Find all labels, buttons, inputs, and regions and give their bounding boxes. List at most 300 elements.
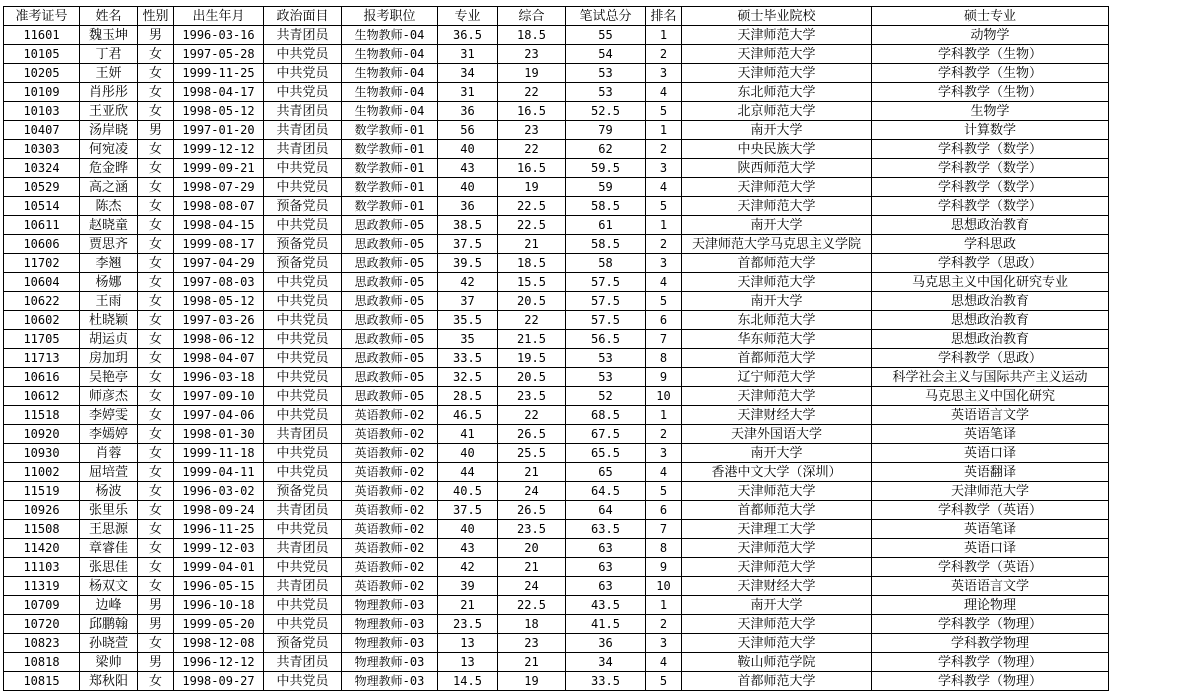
table-row — [4, 482, 1109, 501]
cell-birth-date: 1999-12-12 — [174, 140, 264, 159]
cell-political-status: 共青团员 — [264, 577, 342, 596]
cell-school: 天津师范大学 — [682, 45, 872, 64]
table-row — [4, 349, 1109, 368]
cell-general-score: 21 — [498, 463, 566, 482]
cell-political-status: 中共党员 — [264, 330, 342, 349]
cell-position: 英语教师-02 — [342, 444, 438, 463]
cell-name: 张思佳 — [80, 558, 138, 577]
table-row — [4, 216, 1109, 235]
table-row — [4, 672, 1109, 691]
cell-exam-id: 11002 — [4, 463, 80, 482]
cell-general-score: 16.5 — [498, 102, 566, 121]
cell-birth-date: 1997-08-03 — [174, 273, 264, 292]
cell-birth-date: 1996-03-02 — [174, 482, 264, 501]
cell-rank: 1 — [646, 26, 682, 45]
cell-master-major: 学科教学（思政） — [872, 254, 1109, 273]
cell-gender: 女 — [138, 672, 174, 691]
table-row — [4, 178, 1109, 197]
cell-rank: 1 — [646, 596, 682, 615]
cell-master-major: 英语口译 — [872, 539, 1109, 558]
cell-birth-date: 1996-12-12 — [174, 653, 264, 672]
cell-general-score: 26.5 — [498, 501, 566, 520]
cell-position: 数学教师-01 — [342, 178, 438, 197]
cell-general-score: 23.5 — [498, 520, 566, 539]
cell-total-score: 63 — [566, 577, 646, 596]
cell-name: 杨娜 — [80, 273, 138, 292]
table-row — [4, 539, 1109, 558]
cell-birth-date: 1997-04-29 — [174, 254, 264, 273]
cell-name: 郑秋阳 — [80, 672, 138, 691]
cell-major-score: 38.5 — [438, 216, 498, 235]
cell-total-score: 33.5 — [566, 672, 646, 691]
cell-position: 思政教师-05 — [342, 330, 438, 349]
cell-exam-id: 10930 — [4, 444, 80, 463]
cell-name: 张里乐 — [80, 501, 138, 520]
cell-position: 英语教师-02 — [342, 539, 438, 558]
cell-general-score: 24 — [498, 577, 566, 596]
cell-master-major: 学科教学（数学） — [872, 159, 1109, 178]
cell-position: 英语教师-02 — [342, 520, 438, 539]
cell-master-major: 思想政治教育 — [872, 292, 1109, 311]
cell-name: 肖彤彤 — [80, 83, 138, 102]
cell-major-score: 14.5 — [438, 672, 498, 691]
table-row — [4, 273, 1109, 292]
cell-position: 生物教师-04 — [342, 26, 438, 45]
cell-exam-id: 10205 — [4, 64, 80, 83]
table-row — [4, 653, 1109, 672]
cell-name: 汤岸晓 — [80, 121, 138, 140]
cell-total-score: 54 — [566, 45, 646, 64]
table-row — [4, 140, 1109, 159]
cell-rank: 1 — [646, 406, 682, 425]
cell-exam-id: 11519 — [4, 482, 80, 501]
cell-school: 首都师范大学 — [682, 501, 872, 520]
table-body — [4, 26, 1109, 691]
cell-gender: 女 — [138, 368, 174, 387]
cell-position: 英语教师-02 — [342, 558, 438, 577]
cell-rank: 4 — [646, 273, 682, 292]
cell-rank: 3 — [646, 159, 682, 178]
table-container — [3, 6, 1109, 691]
cell-name: 胡运贞 — [80, 330, 138, 349]
cell-exam-id: 10616 — [4, 368, 80, 387]
cell-position: 生物教师-04 — [342, 102, 438, 121]
cell-position: 英语教师-02 — [342, 406, 438, 425]
cell-rank: 5 — [646, 672, 682, 691]
cell-total-score: 68.5 — [566, 406, 646, 425]
cell-school: 天津师范大学 — [682, 634, 872, 653]
table-row — [4, 235, 1109, 254]
cell-general-score: 24 — [498, 482, 566, 501]
cell-general-score: 21 — [498, 235, 566, 254]
cell-gender: 女 — [138, 558, 174, 577]
cell-name: 梁帅 — [80, 653, 138, 672]
cell-political-status: 中共党员 — [264, 311, 342, 330]
cell-position: 思政教师-05 — [342, 387, 438, 406]
cell-gender: 男 — [138, 615, 174, 634]
cell-position: 思政教师-05 — [342, 311, 438, 330]
cell-political-status: 中共党员 — [264, 615, 342, 634]
cell-birth-date: 1998-04-17 — [174, 83, 264, 102]
cell-exam-id: 10606 — [4, 235, 80, 254]
cell-name: 王亚欣 — [80, 102, 138, 121]
cell-rank: 6 — [646, 311, 682, 330]
cell-birth-date: 1997-05-28 — [174, 45, 264, 64]
cell-master-major: 马克思主义中国化研究专业 — [872, 273, 1109, 292]
table-row — [4, 254, 1109, 273]
cell-position: 思政教师-05 — [342, 273, 438, 292]
cell-exam-id: 10818 — [4, 653, 80, 672]
cell-total-score: 55 — [566, 26, 646, 45]
cell-master-major: 学科教学（生物） — [872, 64, 1109, 83]
cell-rank: 2 — [646, 235, 682, 254]
table-row — [4, 45, 1109, 64]
cell-gender: 女 — [138, 292, 174, 311]
table-row — [4, 596, 1109, 615]
cell-birth-date: 1996-10-18 — [174, 596, 264, 615]
cell-gender: 女 — [138, 197, 174, 216]
cell-birth-date: 1999-04-01 — [174, 558, 264, 577]
cell-master-major: 天津师范大学 — [872, 482, 1109, 501]
cell-political-status: 中共党员 — [264, 216, 342, 235]
cell-birth-date: 1998-06-12 — [174, 330, 264, 349]
cell-birth-date: 1998-07-29 — [174, 178, 264, 197]
cell-school: 南开大学 — [682, 596, 872, 615]
table-row — [4, 102, 1109, 121]
cell-general-score: 23 — [498, 634, 566, 653]
cell-total-score: 64 — [566, 501, 646, 520]
cell-rank: 5 — [646, 482, 682, 501]
cell-birth-date: 1999-09-21 — [174, 159, 264, 178]
cell-major-score: 56 — [438, 121, 498, 140]
cell-major-score: 40 — [438, 520, 498, 539]
cell-political-status: 中共党员 — [264, 387, 342, 406]
cell-name: 杜晓颖 — [80, 311, 138, 330]
cell-major-score: 43 — [438, 539, 498, 558]
cell-exam-id: 11702 — [4, 254, 80, 273]
cell-total-score: 65.5 — [566, 444, 646, 463]
cell-exam-id: 10720 — [4, 615, 80, 634]
cell-birth-date: 1996-03-16 — [174, 26, 264, 45]
cell-major-score: 40.5 — [438, 482, 498, 501]
cell-position: 数学教师-01 — [342, 159, 438, 178]
cell-total-score: 34 — [566, 653, 646, 672]
cell-gender: 女 — [138, 330, 174, 349]
cell-birth-date: 1999-04-11 — [174, 463, 264, 482]
cell-birth-date: 1998-09-24 — [174, 501, 264, 520]
cell-rank: 8 — [646, 539, 682, 558]
cell-major-score: 37 — [438, 292, 498, 311]
cell-exam-id: 10103 — [4, 102, 80, 121]
cell-political-status: 中共党员 — [264, 520, 342, 539]
cell-name: 赵晓童 — [80, 216, 138, 235]
cell-gender: 女 — [138, 406, 174, 425]
cell-birth-date: 1997-04-06 — [174, 406, 264, 425]
cell-gender: 女 — [138, 577, 174, 596]
cell-master-major: 动物学 — [872, 26, 1109, 45]
cell-name: 李嫣婷 — [80, 425, 138, 444]
cell-general-score: 19.5 — [498, 349, 566, 368]
cell-name: 师彦杰 — [80, 387, 138, 406]
cell-political-status: 共青团员 — [264, 653, 342, 672]
cell-rank: 7 — [646, 330, 682, 349]
cell-rank: 3 — [646, 254, 682, 273]
cell-school: 首都师范大学 — [682, 672, 872, 691]
cell-total-score: 58.5 — [566, 197, 646, 216]
cell-name: 肖蓉 — [80, 444, 138, 463]
cell-position: 思政教师-05 — [342, 254, 438, 273]
cell-general-score: 22 — [498, 311, 566, 330]
cell-total-score: 43.5 — [566, 596, 646, 615]
cell-total-score: 53 — [566, 349, 646, 368]
cell-name: 王雨 — [80, 292, 138, 311]
cell-total-score: 57.5 — [566, 311, 646, 330]
cell-major-score: 41 — [438, 425, 498, 444]
cell-major-score: 40 — [438, 444, 498, 463]
cell-school: 首都师范大学 — [682, 254, 872, 273]
cell-birth-date: 1999-08-17 — [174, 235, 264, 254]
cell-position: 英语教师-02 — [342, 425, 438, 444]
cell-political-status: 共青团员 — [264, 501, 342, 520]
cell-gender: 女 — [138, 83, 174, 102]
table-row — [4, 425, 1109, 444]
cell-name: 何宛凌 — [80, 140, 138, 159]
cell-general-score: 18 — [498, 615, 566, 634]
cell-school: 天津师范大学 — [682, 558, 872, 577]
cell-major-score: 21 — [438, 596, 498, 615]
cell-school: 天津师范大学 — [682, 197, 872, 216]
cell-gender: 女 — [138, 235, 174, 254]
cell-rank: 2 — [646, 45, 682, 64]
cell-exam-id: 10709 — [4, 596, 80, 615]
cell-school: 南开大学 — [682, 121, 872, 140]
cell-major-score: 35 — [438, 330, 498, 349]
cell-position: 物理教师-03 — [342, 653, 438, 672]
table-row — [4, 159, 1109, 178]
cell-political-status: 共青团员 — [264, 539, 342, 558]
cell-political-status: 预备党员 — [264, 254, 342, 273]
cell-gender: 女 — [138, 501, 174, 520]
cell-exam-id: 10407 — [4, 121, 80, 140]
cell-birth-date: 1998-12-08 — [174, 634, 264, 653]
cell-position: 物理教师-03 — [342, 634, 438, 653]
cell-political-status: 中共党员 — [264, 64, 342, 83]
cell-total-score: 65 — [566, 463, 646, 482]
cell-birth-date: 1996-03-18 — [174, 368, 264, 387]
cell-name: 孙晓萱 — [80, 634, 138, 653]
cell-rank: 1 — [646, 121, 682, 140]
cell-master-major: 学科教学（物理） — [872, 672, 1109, 691]
cell-name: 杨波 — [80, 482, 138, 501]
cell-gender: 男 — [138, 596, 174, 615]
cell-gender: 女 — [138, 216, 174, 235]
cell-political-status: 中共党员 — [264, 159, 342, 178]
cell-position: 生物教师-04 — [342, 64, 438, 83]
cell-gender: 女 — [138, 539, 174, 558]
cell-name: 房加玥 — [80, 349, 138, 368]
table-row — [4, 558, 1109, 577]
cell-name: 杨双文 — [80, 577, 138, 596]
cell-major-score: 13 — [438, 653, 498, 672]
cell-master-major: 思想政治教育 — [872, 330, 1109, 349]
table-row — [4, 463, 1109, 482]
cell-political-status: 中共党员 — [264, 463, 342, 482]
cell-total-score: 58 — [566, 254, 646, 273]
cell-major-score: 39 — [438, 577, 498, 596]
cell-general-score: 22.5 — [498, 197, 566, 216]
cell-name: 王妍 — [80, 64, 138, 83]
cell-exam-id: 10109 — [4, 83, 80, 102]
cell-school: 天津财经大学 — [682, 577, 872, 596]
cell-birth-date: 1998-01-30 — [174, 425, 264, 444]
table-row — [4, 83, 1109, 102]
cell-name: 邱鹏翰 — [80, 615, 138, 634]
cell-major-score: 13 — [438, 634, 498, 653]
cell-master-major: 学科教学（物理） — [872, 615, 1109, 634]
cell-total-score: 52.5 — [566, 102, 646, 121]
cell-total-score: 36 — [566, 634, 646, 653]
cell-master-major: 学科教学（物理） — [872, 653, 1109, 672]
cell-exam-id: 11508 — [4, 520, 80, 539]
cell-total-score: 61 — [566, 216, 646, 235]
cell-total-score: 52 — [566, 387, 646, 406]
cell-exam-id: 10815 — [4, 672, 80, 691]
cell-general-score: 23 — [498, 121, 566, 140]
cell-political-status: 中共党员 — [264, 178, 342, 197]
cell-school: 南开大学 — [682, 444, 872, 463]
cell-total-score: 53 — [566, 64, 646, 83]
cell-major-score: 28.5 — [438, 387, 498, 406]
cell-general-score: 22 — [498, 406, 566, 425]
cell-gender: 女 — [138, 311, 174, 330]
cell-general-score: 22.5 — [498, 216, 566, 235]
header-position: 报考职位 — [342, 7, 438, 26]
cell-rank: 5 — [646, 292, 682, 311]
cell-general-score: 23 — [498, 45, 566, 64]
cell-school: 天津师范大学 — [682, 615, 872, 634]
cell-exam-id: 11713 — [4, 349, 80, 368]
cell-master-major: 学科教学（生物） — [872, 83, 1109, 102]
header-name: 姓名 — [80, 7, 138, 26]
cell-major-score: 35.5 — [438, 311, 498, 330]
cell-rank: 3 — [646, 634, 682, 653]
table-row — [4, 406, 1109, 425]
header-rank: 排名 — [646, 7, 682, 26]
cell-major-score: 46.5 — [438, 406, 498, 425]
cell-gender: 女 — [138, 349, 174, 368]
cell-total-score: 63 — [566, 558, 646, 577]
table-row — [4, 520, 1109, 539]
cell-total-score: 63.5 — [566, 520, 646, 539]
cell-political-status: 中共党员 — [264, 596, 342, 615]
cell-major-score: 33.5 — [438, 349, 498, 368]
cell-school: 陕西师范大学 — [682, 159, 872, 178]
cell-master-major: 英语语言文学 — [872, 406, 1109, 425]
cell-exam-id: 10602 — [4, 311, 80, 330]
cell-exam-id: 11420 — [4, 539, 80, 558]
cell-position: 数学教师-01 — [342, 140, 438, 159]
cell-birth-date: 1999-11-18 — [174, 444, 264, 463]
cell-name: 高之涵 — [80, 178, 138, 197]
cell-gender: 女 — [138, 273, 174, 292]
cell-school: 南开大学 — [682, 292, 872, 311]
cell-exam-id: 10926 — [4, 501, 80, 520]
cell-position: 数学教师-01 — [342, 197, 438, 216]
cell-name: 李翘 — [80, 254, 138, 273]
cell-name: 王思源 — [80, 520, 138, 539]
cell-master-major: 学科教学物理 — [872, 634, 1109, 653]
table-row — [4, 311, 1109, 330]
table-row — [4, 444, 1109, 463]
cell-general-score: 22.5 — [498, 596, 566, 615]
table-row — [4, 197, 1109, 216]
cell-name: 吴艳亭 — [80, 368, 138, 387]
cell-gender: 女 — [138, 482, 174, 501]
cell-birth-date: 1997-03-26 — [174, 311, 264, 330]
cell-school: 首都师范大学 — [682, 349, 872, 368]
cell-general-score: 23.5 — [498, 387, 566, 406]
cell-general-score: 20.5 — [498, 368, 566, 387]
cell-political-status: 中共党员 — [264, 349, 342, 368]
cell-gender: 女 — [138, 520, 174, 539]
cell-position: 英语教师-02 — [342, 577, 438, 596]
cell-general-score: 19 — [498, 64, 566, 83]
cell-master-major: 科学社会主义与国际共产主义运动 — [872, 368, 1109, 387]
header-general-score: 综合 — [498, 7, 566, 26]
cell-gender: 女 — [138, 64, 174, 83]
cell-total-score: 57.5 — [566, 292, 646, 311]
cell-school: 南开大学 — [682, 216, 872, 235]
cell-general-score: 25.5 — [498, 444, 566, 463]
cell-exam-id: 11705 — [4, 330, 80, 349]
cell-school: 天津师范大学马克思主义学院 — [682, 235, 872, 254]
cell-gender: 女 — [138, 425, 174, 444]
table-header-row — [4, 7, 1109, 26]
cell-birth-date: 1999-12-03 — [174, 539, 264, 558]
cell-gender: 女 — [138, 159, 174, 178]
cell-gender: 男 — [138, 121, 174, 140]
cell-general-score: 21.5 — [498, 330, 566, 349]
cell-birth-date: 1996-11-25 — [174, 520, 264, 539]
cell-master-major: 学科教学（英语） — [872, 501, 1109, 520]
header-gender: 性别 — [138, 7, 174, 26]
cell-general-score: 22 — [498, 83, 566, 102]
cell-political-status: 中共党员 — [264, 368, 342, 387]
cell-exam-id: 10612 — [4, 387, 80, 406]
cell-name: 李婷雯 — [80, 406, 138, 425]
cell-master-major: 学科教学（英语） — [872, 558, 1109, 577]
cell-master-major: 马克思主义中国化研究 — [872, 387, 1109, 406]
cell-birth-date: 1997-01-20 — [174, 121, 264, 140]
cell-general-score: 21 — [498, 653, 566, 672]
cell-master-major: 学科教学（数学） — [872, 178, 1109, 197]
cell-general-score: 20.5 — [498, 292, 566, 311]
cell-exam-id: 10105 — [4, 45, 80, 64]
table-row — [4, 330, 1109, 349]
cell-name: 边峰 — [80, 596, 138, 615]
cell-school: 辽宁师范大学 — [682, 368, 872, 387]
cell-master-major: 学科教学（生物） — [872, 45, 1109, 64]
cell-rank: 4 — [646, 463, 682, 482]
cell-position: 英语教师-02 — [342, 463, 438, 482]
cell-major-score: 36.5 — [438, 26, 498, 45]
cell-birth-date: 1998-04-07 — [174, 349, 264, 368]
cell-political-status: 预备党员 — [264, 634, 342, 653]
cell-gender: 女 — [138, 463, 174, 482]
cell-major-score: 40 — [438, 140, 498, 159]
cell-position: 英语教师-02 — [342, 482, 438, 501]
table-row — [4, 368, 1109, 387]
